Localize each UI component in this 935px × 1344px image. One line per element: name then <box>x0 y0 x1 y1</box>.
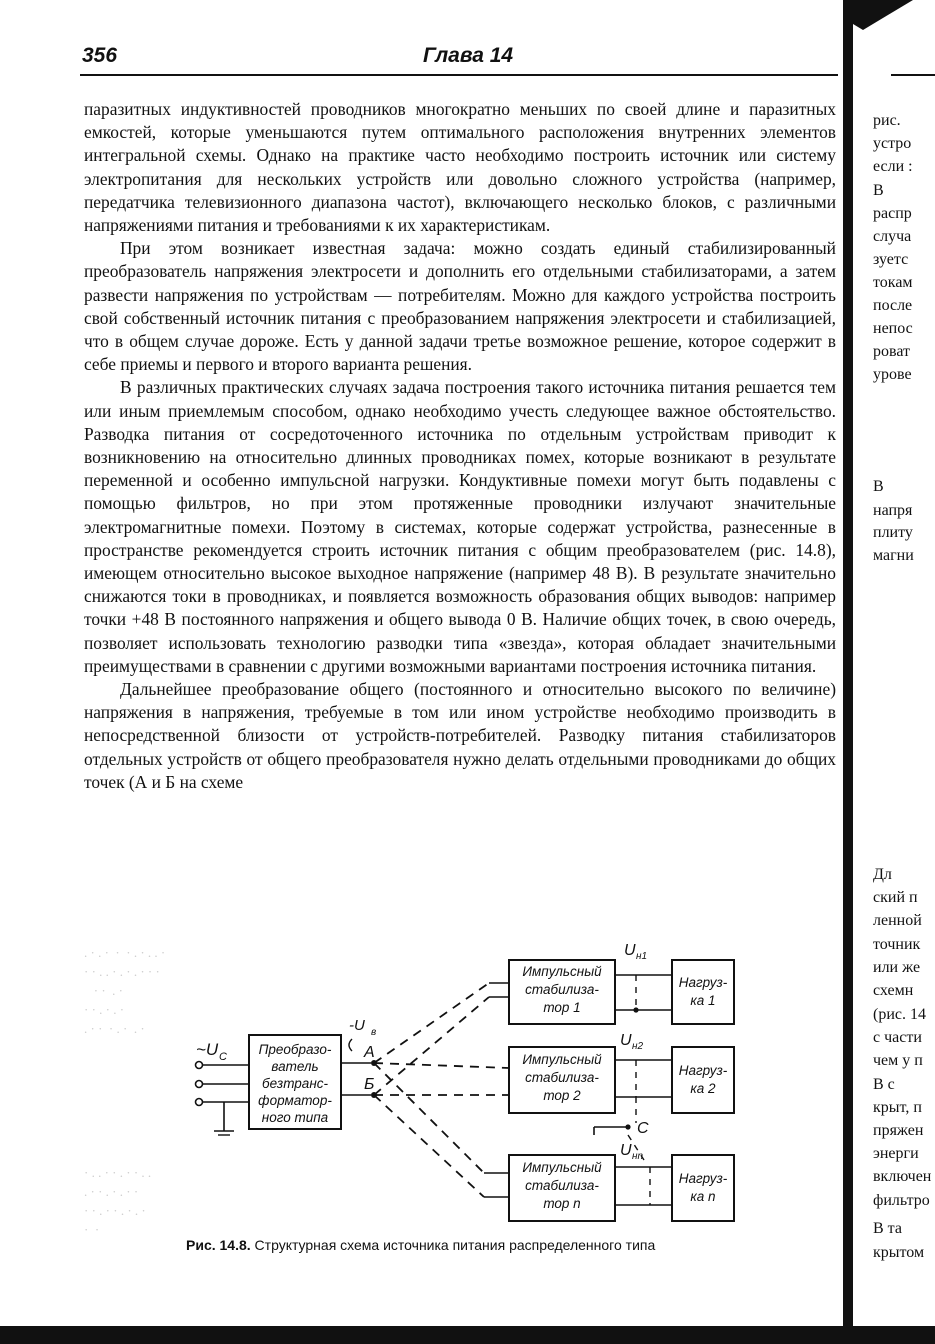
converter-line-1: Преобразо- <box>258 1042 332 1057</box>
facing-page-line: (рис. 14 <box>873 1006 926 1023</box>
stabilizer-2-voltage-sub: н2 <box>632 1041 644 1052</box>
facing-page-line: включен <box>873 1168 932 1185</box>
point-c-label: С <box>637 1120 649 1137</box>
output-voltage-sub: в <box>371 1027 377 1038</box>
paragraph-4: Дальнейшее преобразование общего (постоянного и относительно высокого по величине) напряжения в напряжения, требуемые в том или ином устройстве необходимо производить в непосредственной близости от устройств-потребителей. Разводку питания стабилизаторов отдельных устройств от общего преобразователя нужно делать отдельными проводниками до общих точек (А и Б на схеме <box>84 679 836 792</box>
load-2-line-1: Нагруз- <box>678 1063 728 1078</box>
facing-page-line: крытом <box>873 1244 925 1261</box>
stabilizer-2-line-3: тор 2 <box>543 1088 581 1103</box>
facing-page-line: напря <box>873 502 913 519</box>
facing-page-line: Дл <box>873 866 892 883</box>
stabilizer-n-line-2: стабилиза- <box>525 1178 599 1193</box>
page-gutter <box>843 0 853 1344</box>
dashed-wiring <box>374 983 509 1197</box>
facing-page-rule <box>891 74 935 76</box>
load-n-line-2: ка n <box>690 1189 716 1204</box>
load-n-line-1: Нагруз- <box>678 1171 728 1186</box>
facing-page-line: зуетс <box>873 251 909 268</box>
stabilizer-1-line-1: Импульсный <box>522 964 602 979</box>
facing-page-line: если : <box>873 158 913 175</box>
bleed-through-text: . · . · · · . · . . · · · . . · . · . · · · · · . · · · . · . · . · · · . · . · <box>84 945 166 1036</box>
facing-page-line: магни <box>873 547 914 564</box>
facing-page-line: схемн <box>873 982 914 999</box>
input-voltage-sub: C <box>219 1051 227 1063</box>
stabilizer-n-line-1: Импульсный <box>522 1160 602 1175</box>
facing-page-line: устро <box>873 135 912 152</box>
load-1-line-1: Нагруз- <box>678 975 728 990</box>
stabilizer-n-line-3: тор n <box>543 1196 581 1211</box>
stabilizer-n-voltage: U <box>620 1142 632 1159</box>
bottom-edge <box>0 1326 935 1344</box>
page-number: 356 <box>82 44 118 67</box>
facing-page-line: В <box>873 478 884 495</box>
facing-page-line: роват <box>873 343 911 360</box>
bleed-through-text-2: · . . · · . · · . . . · · . · . · · · · . · · . · . · · · <box>84 1165 152 1237</box>
facing-page-line: или же <box>873 959 921 976</box>
point-a-label: А <box>364 1044 375 1061</box>
input-terminal-1 <box>196 1062 203 1069</box>
body-text <box>84 98 836 794</box>
input-terminal-3 <box>196 1099 203 1106</box>
stabilizer-2-line-2: стабилиза- <box>525 1070 599 1085</box>
facing-page-line: фильтро <box>873 1192 930 1209</box>
facing-page <box>853 0 935 1344</box>
paragraph-2: При этом возникает известная задача: можно создать единый стабилизированный преобразователь напряжения электросети и дополнить его отдельными стабилизаторами, а затем развести напряжения по устройствам — потребителям. Можно для каждого устройства построить свой собственный источник питания с преобразованием напряжения электросети и стабилизацией, что в общем случае дороже. Есть у данной задачи третье возможное решение, которое содержит в себе приемы и первого и второго варианта решения. <box>84 238 836 375</box>
load-2-line-2: ка 2 <box>690 1081 716 1096</box>
stabilizer-1-voltage: U <box>624 942 636 959</box>
facing-page-line: В та <box>873 1220 902 1237</box>
facing-page-line: чем у п <box>873 1052 923 1069</box>
facing-page-line: токам <box>873 274 913 291</box>
paragraph-3: В различных практических случаях задача построения такого источника питания решается тем или иным приемлемым способом, однако необходимо учесть следующее важное обстоятельство. Разводка питания от сосредоточенного источника по отдельным устройствам приводит к возникновению на относительно длинных проводниках помех, которые возникают в результате переменной и особенно импульсной нагрузки. Кондуктивные помехи могут быть подавлены с помощью фильтров, но при этом протяженные проводники излучают значительные электромагнитные помехи. Поэтому в системах, которые содержат устройства, разнесенные в пространстве рекомендуется строить источник питания с общим преобразователем (рис. 14.8), имеющем относительно высокое выходное напряжение (например 48 В). В результате значительно снижаются токи в проводниках, и появляется возможность образования общих выводов: например точки +48 В постоянного напряжения и общего вывода 0 В. Наличие общих точек, в свою очередь, позволяет использовать технологию разводки типа «звезда», которая обладает значительными преимуществами в сравнении с другими возможными вариантами построения источника питания. <box>84 377 836 676</box>
facing-page-line: с части <box>873 1029 922 1046</box>
converter-line-5: ного типа <box>261 1110 329 1125</box>
load-2-block <box>672 1047 734 1113</box>
converter-line-2: ватель <box>271 1059 319 1074</box>
facing-page-line: ленной <box>873 912 922 929</box>
figure-14-8 <box>84 935 836 1235</box>
output-voltage-label: -U <box>349 1017 365 1034</box>
stabilizer-2-voltage: U <box>620 1032 632 1049</box>
paragraph-1: паразитных индуктивностей проводников многократно меньших по своей длине и паразитных емкостей, которые уменьшаются путем оптимального расположения внутренних элементов интегральной схемы. Однако на практике часто необходимо построить источник или систему электропитания для нескольких устройств или довольно сложного устройства (например, передатчика телевизионного диапазона частот), включающего несколько блоков, с различными напряжениями питания и требованиями к их характеристикам. <box>84 99 836 236</box>
load-n-block <box>672 1155 734 1221</box>
load-1-block <box>672 960 734 1024</box>
facing-page-line: распр <box>873 205 912 222</box>
stabilizer-2-line-1: Импульсный <box>522 1052 602 1067</box>
facing-page-line: В <box>873 182 884 199</box>
facing-page-line: урове <box>873 366 912 383</box>
stabilizer-1-voltage-sub: н1 <box>636 951 648 962</box>
facing-page-line: непос <box>873 320 913 337</box>
chapter-title: Глава 14 <box>423 44 514 67</box>
converter-line-3: безтранс- <box>261 1076 329 1091</box>
facing-page-line: пряжен <box>873 1122 924 1139</box>
caption-number: Рис. 14.8. <box>186 1237 251 1253</box>
facing-page-line: точник <box>873 936 921 953</box>
facing-page-line: энерги <box>873 1145 919 1162</box>
stabilizer-1-line-3: тор 1 <box>543 1000 581 1015</box>
converter-line-4: форматор- <box>258 1093 332 1108</box>
schematic-diagram <box>84 935 836 1235</box>
input-terminal-2 <box>196 1081 203 1088</box>
facing-page-line: рис. <box>873 112 901 129</box>
header-rule <box>80 74 838 76</box>
facing-page-line: крыт, п <box>873 1099 922 1116</box>
caption-text: Структурная схема источника питания распределенного типа <box>250 1237 656 1253</box>
facing-page-line: после <box>873 297 913 314</box>
figure-caption <box>186 1237 655 1253</box>
facing-page-line: ский п <box>873 889 918 906</box>
corner-mark <box>853 0 913 30</box>
stabilizer-1-line-2: стабилиза- <box>525 982 599 997</box>
facing-page-line: В с <box>873 1076 895 1093</box>
load-1-line-2: ка 1 <box>690 993 716 1008</box>
capacitor-node <box>625 1124 630 1129</box>
stabilizer-n-voltage-sub: нn <box>632 1151 644 1162</box>
input-voltage-label: ~U <box>196 1040 219 1059</box>
point-b-label: Б <box>364 1076 375 1093</box>
facing-page-line: случа <box>873 228 912 245</box>
facing-page-line: плиту <box>873 524 913 541</box>
